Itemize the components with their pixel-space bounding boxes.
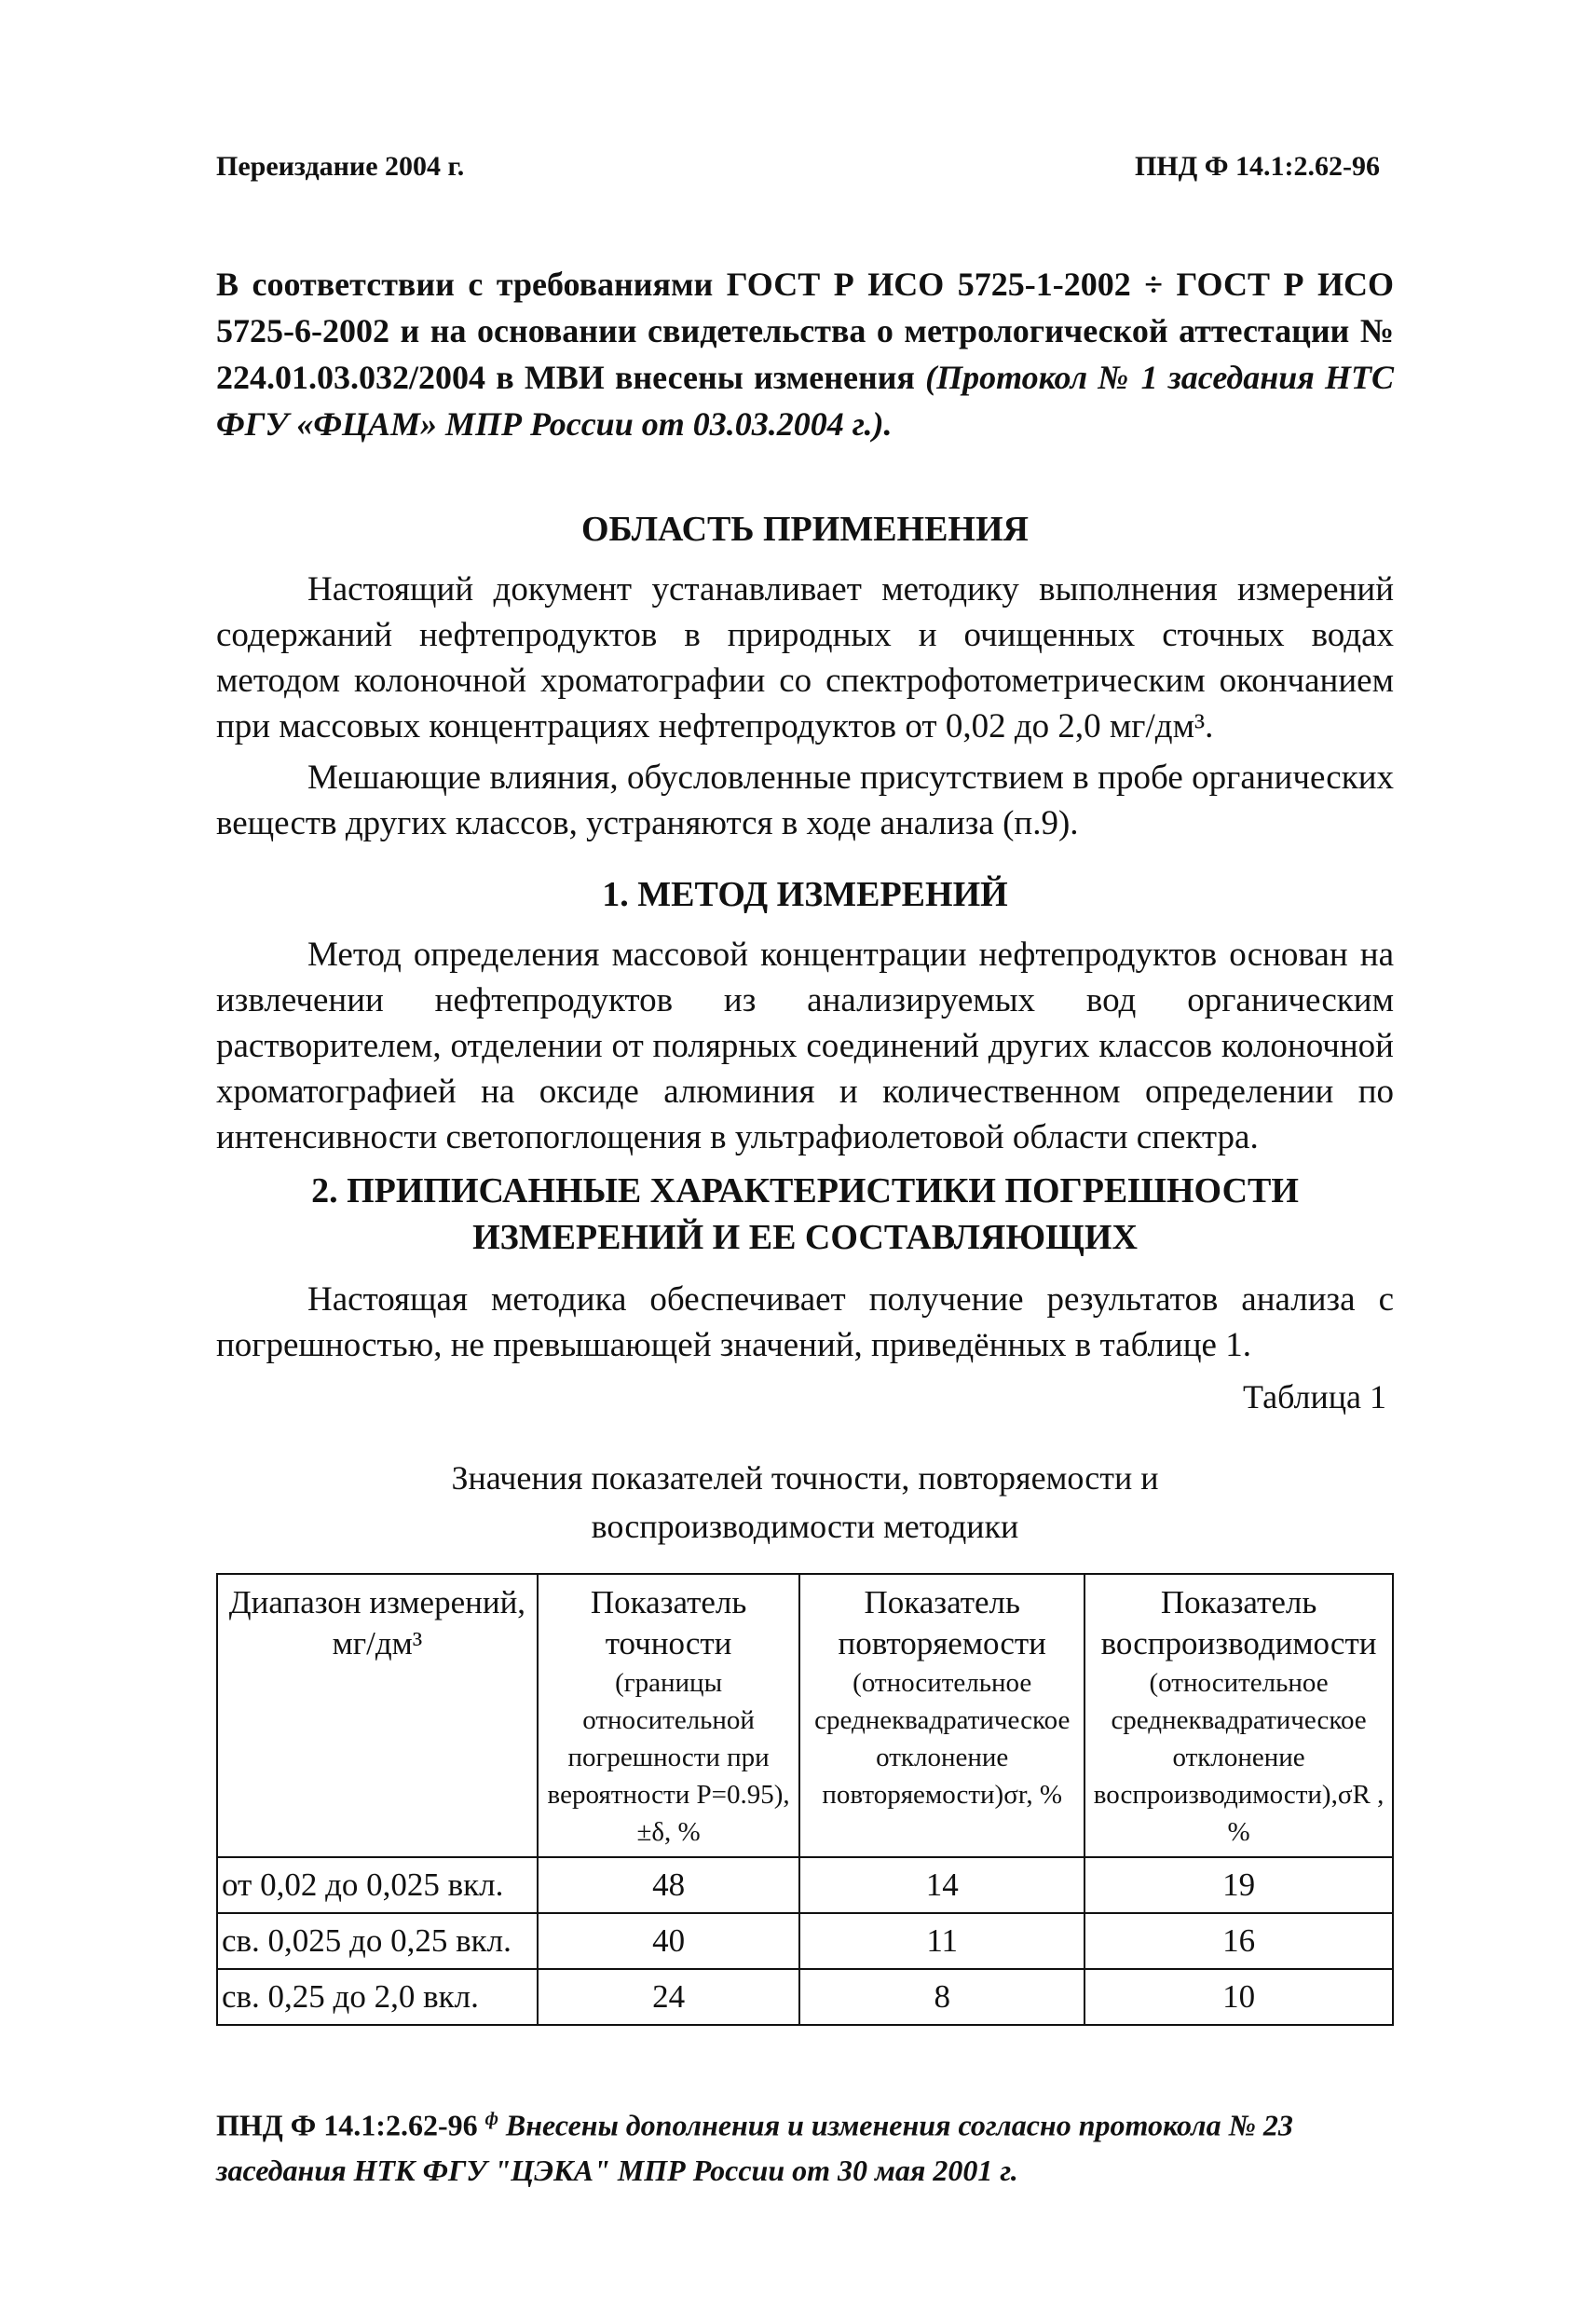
amendment-note-text: В соответствии с требованиями ГОСТ Р ИСО 5725-1-2002 ÷ ГОСТ Р ИСО 5725-6-2002 и на основании свидетельства о метрологической аттестации № 224.01.03.032/2004 в МВИ внесены изменения: [216, 266, 1394, 396]
scope-heading: ОБЛАСТЬ ПРИМЕНЕНИЯ: [580, 510, 1029, 549]
repeatability-cell: 8: [799, 1969, 1084, 2025]
column-header-reproducibility-note: (относительное среднеквадратическое отклонение воспроизводимости),σR , %: [1093, 1668, 1385, 1847]
reproducibility-cell: 16: [1084, 1913, 1393, 1969]
method-paragraph: Метод определения массовой концентрации нефтепродуктов основан на извлечении нефтепродуктов из анализируемых вод органическим растворителем, отделении от полярных соединений других классов колоночной хроматографией на оксиде алюминия и количественном определении по интенсивности светопоглощения в ультрафиолетовой области спектра.: [216, 936, 1394, 1156]
column-header-reproducibility: [1084, 1574, 1393, 1857]
characteristics-heading-line-1: 2. ПРИПИСАННЫЕ ХАРАКТЕРИСТИКИ ПОГРЕШНОСТИ: [311, 1171, 1299, 1210]
accuracy-table: [216, 1573, 1394, 2026]
table-header-row: [217, 1574, 1393, 1857]
column-header-repeatability-title: Показатель повторяемости: [838, 1584, 1046, 1661]
method-heading: 1. МЕТОД ИЗМЕРЕНИЙ: [602, 875, 1008, 914]
reissue-label: Переиздание 2004 г.: [216, 151, 465, 182]
reproducibility-cell: 10: [1084, 1969, 1393, 2025]
range-cell: от 0,02 до 0,025 вкл.: [217, 1857, 538, 1913]
accuracy-cell: 24: [538, 1969, 799, 2025]
amendment-protocol-reference: (Протокол № 1 заседания НТС ФГУ «ФЦАМ» МПР России от 03.03.2004 г.).: [216, 359, 1394, 443]
scope-paragraph-2: Мешающие влияния, обусловленные присутствием в пробе органических веществ других классов, устраняются в ходе анализа (п.9).: [216, 759, 1394, 842]
table-caption: [216, 1454, 1394, 1551]
range-cell: св. 0,25 до 2,0 вкл.: [217, 1969, 538, 2025]
accuracy-cell: 40: [538, 1913, 799, 1969]
document-code: ПНД Ф 14.1:2.62-96: [1134, 151, 1380, 182]
accuracy-cell: 48: [538, 1857, 799, 1913]
column-header-repeatability: [799, 1574, 1084, 1857]
column-header-accuracy: [538, 1574, 799, 1857]
reproducibility-cell: 19: [1084, 1857, 1393, 1913]
footer-note: [216, 2097, 1394, 2193]
table-row: [217, 1969, 1393, 2025]
table-caption-line-1: Значения показателей точности, повторяемости и: [451, 1459, 1159, 1497]
scope-paragraph-1: Настоящий документ устанавливает методику выполнения измерений содержаний нефтепродуктов в природных и очищенных сточных водах методом колоночной хроматографии со спектрофотометрическим окончанием при массовых концентрациях нефтепродуктов от 0,02 до 2,0 мг/дм³.: [216, 570, 1394, 745]
repeatability-cell: 11: [799, 1913, 1084, 1969]
table-caption-line-2: воспроизводимости методики: [591, 1508, 1019, 1545]
column-header-repeatability-note: (относительное среднеквадратическое отклонение повторяемости)σr, %: [814, 1668, 1071, 1810]
characteristics-heading-line-2: ИЗМЕРЕНИЙ И ЕЕ СОСТАВЛЯЮЩИХ: [472, 1218, 1138, 1257]
range-cell: св. 0,025 до 0,25 вкл.: [217, 1913, 538, 1969]
column-header-range-title: Диапазон измерений, мг/дм³: [228, 1584, 526, 1661]
column-header-accuracy-title: Показатель точности: [590, 1584, 747, 1661]
amendment-mark-icon: ф: [484, 2109, 498, 2129]
amendment-note: [216, 261, 1394, 447]
repeatability-cell: 14: [799, 1857, 1084, 1913]
table-label: Таблица 1: [1243, 1378, 1386, 1415]
column-header-range: [217, 1574, 538, 1857]
table-row: [217, 1913, 1393, 1969]
characteristics-paragraph: Настоящая методика обеспечивает получение результатов анализа с погрешностью, не превышающей значений, приведённых в таблице 1.: [216, 1280, 1394, 1364]
column-header-accuracy-note: (границы относительной погрешности при вероятности Р=0.95), ±δ, %: [547, 1668, 790, 1847]
footer-amendment-text: Внесены дополнения и изменения согласно протокола № 23 заседания НТК ФГУ "ЦЭКА" МПР России от 30 мая 2001 г.: [216, 2108, 1293, 2187]
footer-document-code: ПНД Ф 14.1:2.62-96: [216, 2108, 478, 2142]
table-row: [217, 1857, 1393, 1913]
column-header-reproducibility-title: Показатель воспроизводимости: [1100, 1584, 1377, 1661]
